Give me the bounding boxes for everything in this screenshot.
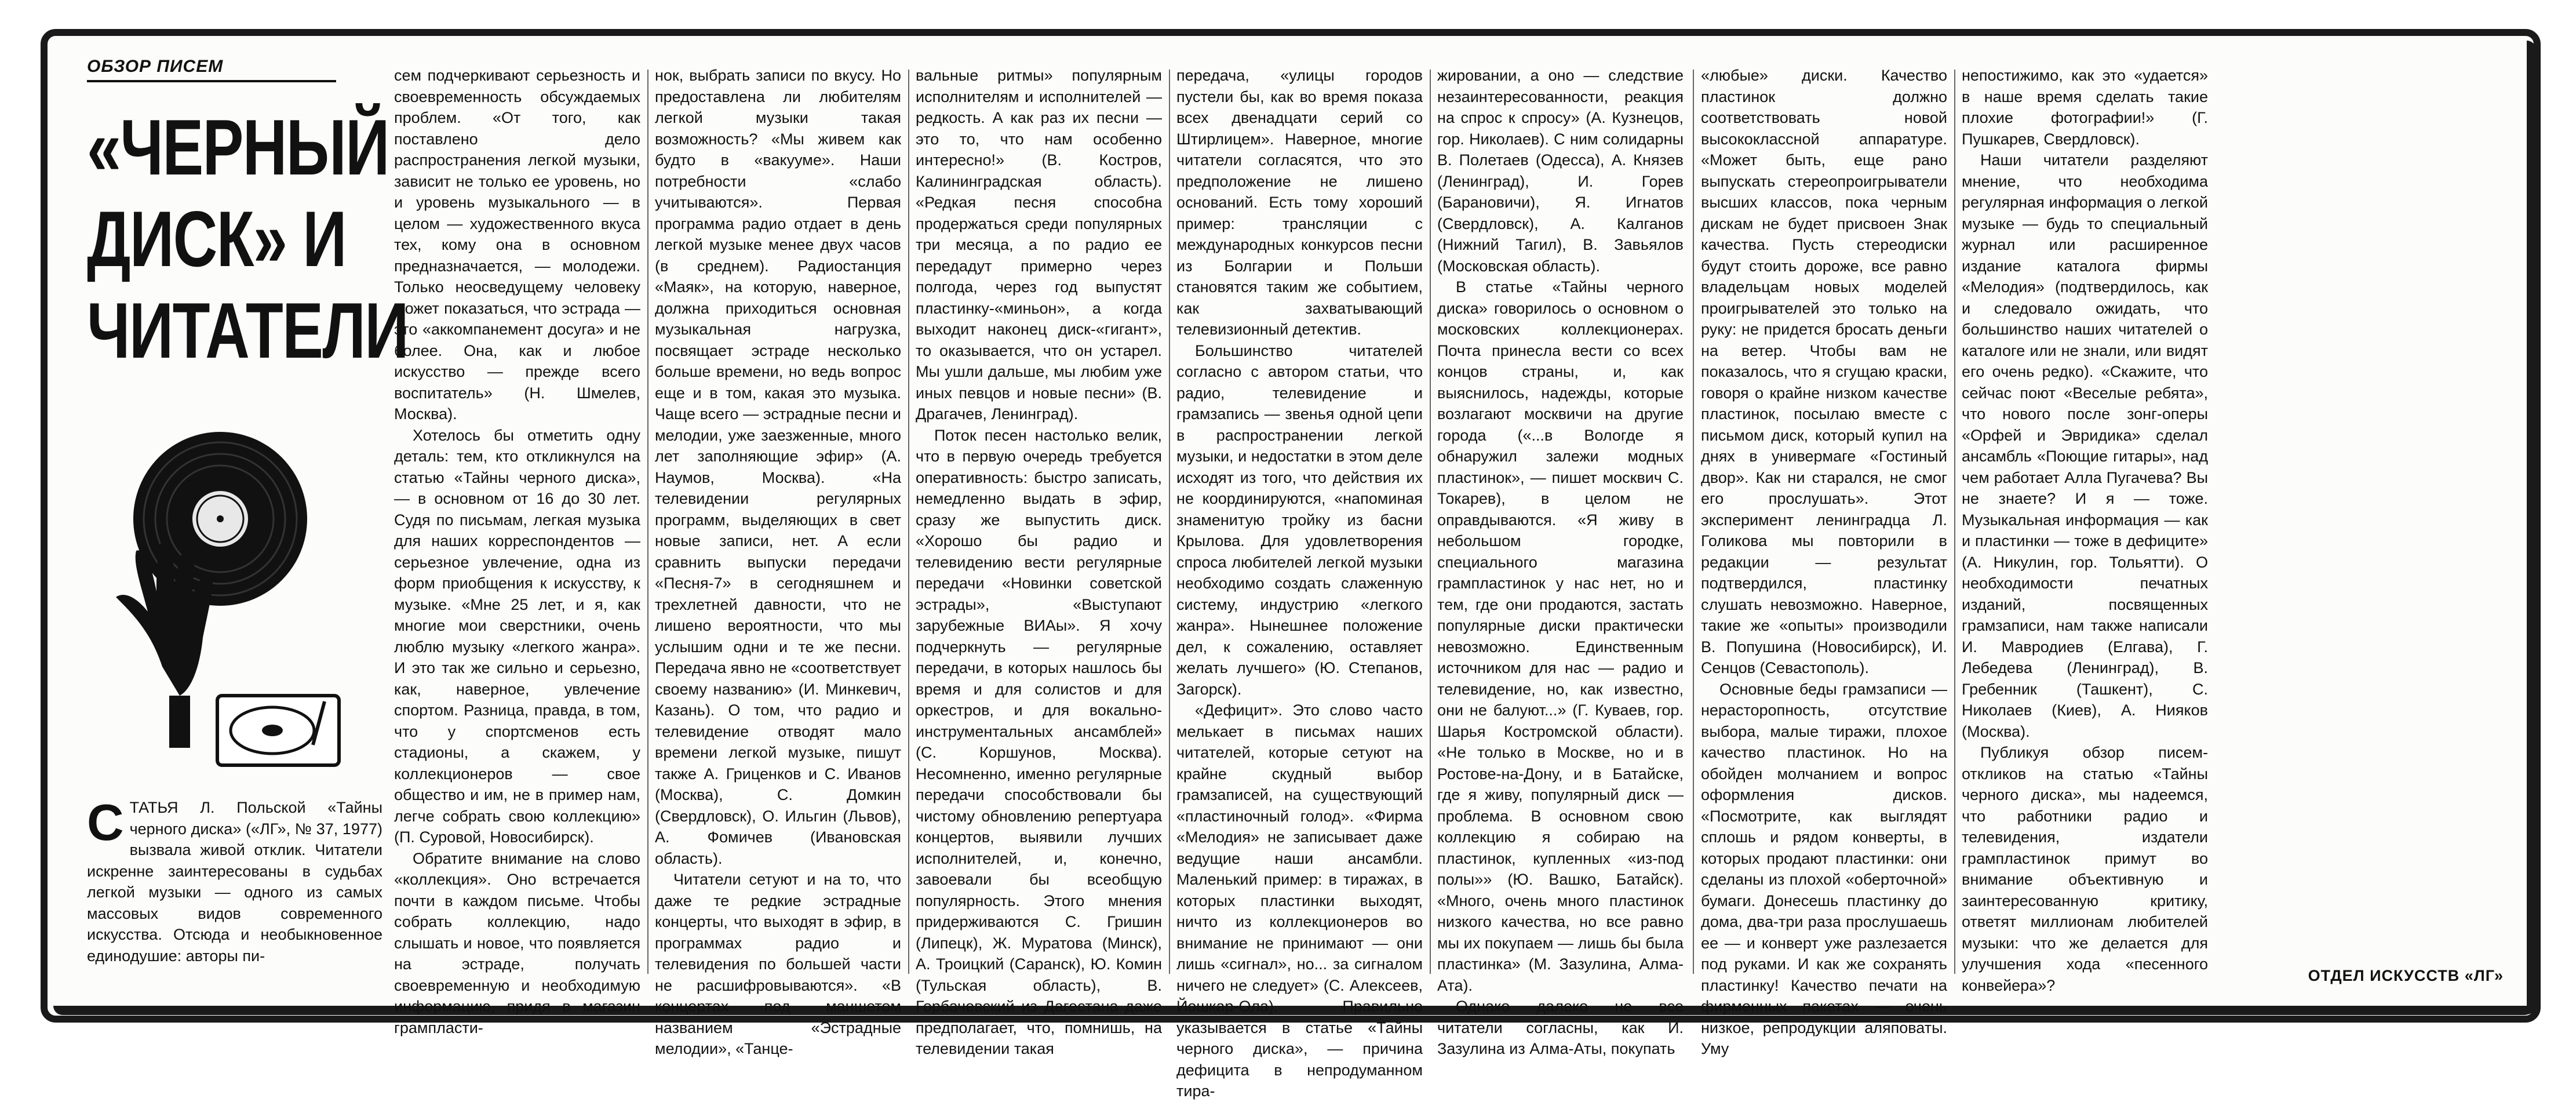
- headline: [87, 101, 408, 376]
- paragraph: Обратите внимание на слово «коллекция». Оно встречается почти в каждом письме. Чтобы собрать коллекцию, надо слышать и новое, что появляется на эстраде, получать своевременную и необходимую информацию, придя в магазин грампласти-: [394, 849, 640, 1036]
- column-rule: [1954, 70, 1955, 974]
- paragraph: Наши читатели разделяют мнение, что необходима регулярная информация о легкой музыке — будь то специальный журнал или расширенное издание каталога фирмы «Мелодия» (подтвердилось, как и следовало ожидать, что большинство наших читателей о каталоге или не знали, или видят его очень редко). «Скажите, что сейчас поют «Веселые ребята», что нового после зонг-оперы «Орфей и Эвридика» сделал ансамбль «Поющие гитары», над чем работает Алла Пугачева? Вы не знаете? И я — тоже. Музыкальная информация — как и пластинки — тоже в дефиците» (А. Никулин, гор. Тольятти). О необходимости печатных изданий, посвященных грамзаписи, нам также написали И. Мавродиев (Елгава), Г. Лебедева (Ленинград), В. Гребенник (Ташкент), С. Николаев (Киев), А. Нияков (Москва).: [1962, 151, 2208, 740]
- drop-cap: С: [87, 794, 124, 851]
- paragraph: Большинство читателей согласно с автором статьи, что радио, телевидение и грамзапись — звенья одной цепи в распространении легкой музыки, и недостатки в этом деле исходят из того, что действия их не координируются, «напоминая знаменитую тройку из басни Крылова. Для удовлетворения спроса любителей легкой музыки необходимо создать слаженную систему, индустрию «легкого жанра». Нынешнее положение дел, к сожалению, оставляет желать лучшего» (Ю. Степанов, Загорск).: [1176, 341, 1423, 698]
- article-column-4: [1176, 65, 1423, 1100]
- paragraph: «любые» диски. Качество пластинок должно соответствовать новой высококлассной аппаратуре. «Может быть, еще рано выпускать стереопроигрыватели высших классов, пока черным дискам не будет присвоен Знак качества. Пусть стереодиски будут стоить дороже, все равно владельцам новых моделей проигрывателей это только на руку: не придется бросать деньги на ветер. Чтобы вам не показалось, что я сгущаю краски, говоря о крайне низком качестве пластинок, посылаю вместе с письмом диск, который купил на днях в универмаге «Гостиный двор». Как ни старался, не смог его прослушать». Этот эксперимент ленинградца Л. Голикова мы повторили в редакции — результат подтвердился, пластинку слушать невозможно. Наверное, такие же «опыты» производили В. Попушина (Новосибирск), И. Сенцов (Севастополь).: [1701, 67, 1947, 677]
- paragraph: Основные беды грамзаписи — нерасторопность, отсутствие выбора, малые тиражи, плохое качество пластинок. Но на обойден молчанием и вопрос оформления дисков. «Посмотрите, как выглядят сплошь и рядом конверты, в которых продают пластинки: они сделаны из плохой «оберточной» бумаги. Донесешь пластинку до дома, два-три раза прослушаешь ее — и конверт уже разлезается под руками. И как же сохранять пластинку! Качество печати на фирменных пакетах — очень низкое, репродукции аляповаты. Уму: [1701, 680, 1947, 1057]
- paragraph: вальные ритмы» популярным исполнителям и исполнителей — редкость. А как раз их песни — это то, что нам особенно интересно!» (В. Костров, Калининградская область). «Редкая песня способна продержаться среди популярных три месяца, а по радио ее передадут примерно через полгода, через год выпустят пластинку-«миньон», а когда выходит наконец диск-«гигант», то оказывается, что он устарел. Мы ушли дальше, мы любим уже иных певцов и новые песни» (В. Драгачев, Ленинград).: [916, 67, 1162, 423]
- column-rule: [1693, 70, 1694, 974]
- paragraph: Публикуя обзор писем-откликов на статью «Тайны черного диска», мы надеемся, что работники радио и телевидения, издатели грампластинок примут во внимание объективную и заинтересованную критику, ответят миллионам любителей музыки: что же делается для улучшения хода «песенного конвейера»?: [1962, 744, 2208, 994]
- headline-line-3: ЧИТАТЕЛИ: [87, 286, 408, 374]
- article-column-3: [916, 65, 1162, 1057]
- paragraph: передача, «улицы городов пустели бы, как во время показа всех двенадцати серий со Штирлицем». Наверное, многие читатели согласятся, что это предположение не лишено оснований. Есть тому хороший пример: трансляции с международных конкурсов песни из Болгарии и Польши становятся таким же событием, как захватывающий телевизионный детектив.: [1176, 67, 1423, 338]
- article-column-7: [1962, 65, 2208, 994]
- paragraph: Хотелось бы отметить одну деталь: тем, кто откликнулся на статью «Тайны черного диска», — в основном от 16 до 30 лет. Судя по письмам, легкая музыка для наших корреспондентов — серьезное увлечение, одна из форм приобщения к искусству, к музыке. «Мне 25 лет, и я, как многие мои сверстники, очень люблю музыку «легкого жанра». И это так же сильно и серьезно, как, наверное, увлечение спортом. Разница, правда, в том, что у спортсменов есть стадионы, а скажем, у коллекционеров — свое общество и им, не в пример нам, легче собрать свою коллекцию» (П. Суровой, Новосибирск).: [394, 426, 640, 846]
- record-illustration: [93, 423, 348, 794]
- rubric: ОБЗОР ПИСЕМ: [87, 57, 336, 82]
- headline-line-1: «ЧЕРНЫЙ: [87, 103, 389, 191]
- lead-paragraph: [87, 794, 382, 966]
- headline-line-2: ДИСК» И: [87, 195, 346, 283]
- column-rule: [1430, 70, 1431, 974]
- paragraph: Читатели сетуют и на то, что даже те редкие эстрадные концерты, что выходят в эфир, в программах радио и телевидения по большей части не расшифровываются». «В концертах под маншетом названием «Эстрадные мелодии», «Танце-: [655, 871, 901, 1057]
- paragraph: непостижимо, как это «удается» в наше время сделать такие плохие фотографии!» (Г. Пушкарев, Свердловск).: [1962, 67, 2208, 148]
- paragraph: сем подчеркивают серьезность и своевременность обсуждаемых проблем. «От того, как поставлено дело распространения легкой музыки, зависит не только ее уровень, но и уровень музыкального — в целом — художественного вкуса тех, кому она в основном предназначается, — молодежи. Только неосведущему человеку может показаться, что эстрада — это «аккомпанемент досуга» и не более. Она, как и любое искусство — прежде всего воспитатель» (Н. Шмелев, Москва).: [394, 67, 640, 423]
- paragraph: Поток песен настолько велик, что в первую очередь требуется оперативность: быстро записать, немедленно выдать в эфир, сразу же выпустить диск. «Хорошо бы радио и телевидению вести регулярные передачи «Новинки советской эстрады», «Выступают зарубежные ВИАы». Я хочу подчеркнуть — регулярные передачи, в которых нашлось бы время и для солистов и для оркестров, и для вокально-инструментальных ансамблей» (С. Коршунов, Москва). Несомненно, именно регулярные передачи способствовали бы чистому обновлению репертуара концертов, выявили лучших исполнителей, и, конечно, завоевали бы всеобщую популярность. Этого мнения придерживаются С. Гришин (Липецк), Ж. Муратова (Минск), А. Троицкий (Саранск), Ю. Комин (Тульская область), В. Горбачевский из Дагестана даже предполагает, что, помнишь, на телевидении такая: [916, 426, 1162, 1057]
- column-rule: [647, 70, 648, 974]
- paragraph: нок, выбрать записи по вкусу. Но предоставлена ли любителям легкой музыки такая возможность? «Мы живем как будто в «вакууме». Наши потребности «слабо учитываются». Первая программа радио отдает в день легкой музыке менее двух часов (в среднем). Радиостанция «Маяк», на которую, наверное, должна приходиться основная музыкальная нагрузка, посвящает эстраде несколько больше времени, но ведь вопрос еще и в том, какая это музыка. Чаще всего — эстрадные песни и мелодии, уже заезженные, много лет заполняющие эфир» (А. Наумов, Москва). «На телевидении регулярных программ, выделяющих в свет новые записи, нет. А если сравнить выпуски передачи «Песня-7» в сегодняшнем и трехлетней давности, что не лишено вероятности, что мы услышим одни и те же песни. Передача явно не «соответствует своему названию» (И. Минкевич, Казань). О том, что радио и телевидение отводят мало времени легкой музыке, пишут также А. Гриценков и С. Иванов (Москва), С. Домкин (Свердловск), О. Ильгин (Львов), А. Фомичев (Ивановская область).: [655, 67, 901, 867]
- column-rule: [908, 70, 909, 974]
- signature: ОТДЕЛ ИСКУССТВ «ЛГ»: [2308, 967, 2504, 984]
- article-column-1: [394, 65, 640, 1036]
- paragraph: Однако далеко не все читатели согласны, как И. Зазулина из Алма-Аты, покупать: [1437, 998, 1684, 1057]
- article-column-6: [1701, 65, 1947, 1057]
- paragraph: «Дефицит». Это слово часто мелькает в письмах наших читателей, которые сетуют на крайне скудный выбор грамзаписей, на существующий «пластиночный голод». «Фирма «Мелодия» не записывает даже ведущие наши ансамбли. Маленький пример: в тиражах, в которых пластинки выходят, ничто из коллекционеров во внимание не принимают — они лишь «сигнал», но... за сигналом ничего не следует» (С. Алексеев, Йошкар-Ола). Правильно указывается в статье «Тайны черного диска», — причина дефицита в непродуманном тира-: [1176, 701, 1423, 1100]
- paragraph: жировании, а оно — следствие незаинтересованности, реакция на спрос к спросу» (А. Кузнецов, гор. Николаев). С ним солидарны В. Полетаев (Одесса), А. Князев (Ленинград), И. Горев (Барановичи), Я. Игнатов (Свердловск), А. Калганов (Нижний Тагил), В. Завьялов (Московская область).: [1437, 67, 1684, 275]
- article-column-5: [1437, 65, 1684, 1057]
- column-rule: [1169, 70, 1170, 974]
- turntable-icon: [217, 696, 339, 765]
- article-column-2: [655, 65, 901, 1057]
- paragraph: В статье «Тайны черного диска» говорилось о основном о московских коллекционерах. Почта принесла вести со всех концов страны, и, как выяснилось, надежды, которые возлагают москвичи на другие города («...в Вологде я обнаружил залежи модных пластинок», — пишет москвич С. Токарев), в целом не оправдываются. «Я живу в небольшом городке, специального магазина грампластинок у нас нет, но и тем, где они продаются, застать популярные диски практически невозможно. Единственным источником для нас — радио и телевидение, но, как известно, они не балуют...» (Г. Куваев, гор. Шарья Костромской области). «Не только в Москве, но и в Ростове-на-Дону, и в Батайске, где я живу, популярный диск — проблема. В основном свою коллекцию я собираю на пластинок, купленных «из-под полы»» (Ю. Вашко, Батайск). «Много, очень много пластинок низкого качества, но все равно мы их покупаем — лишь бы была пластинка» (М. Зазулина, Алма-Ата).: [1437, 278, 1684, 994]
- frame-shadow-right: [2527, 41, 2536, 1014]
- lead-text: ТАТЬЯ Л. Польской «Тайны черного диска» («ЛГ», № 37, 1977) вызвала живой отклик. Читатели искренне заинтересованы в судьбах легкой музыки — одного из самых массовых видов современного искусства. Отсюда и необыкновенное единодушие: авторы пи-: [87, 799, 382, 965]
